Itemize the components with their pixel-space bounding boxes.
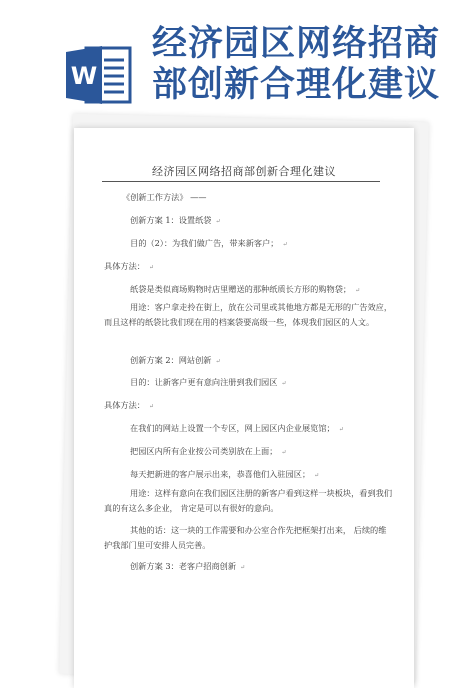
banner-title-line1: 经济园区网络招商 xyxy=(152,24,441,64)
banner xyxy=(0,0,474,118)
text-paragraph: 用途：客户拿走拎在街上，放在公司里或其他地方都是无形的广告效应，而且这样的纸袋比我们现在用的档案袋要高级一些，体现我们园区的人文。 xyxy=(104,302,393,327)
text-line: 在我们的网站上设置一个专区，网上园区内企业展览馆； ↵ xyxy=(130,423,344,433)
title-underline xyxy=(102,181,380,182)
text-line: 具体方法： ↵ xyxy=(104,400,154,410)
text-line: 目的：让新客户更有意向注册到我们园区 ↵ xyxy=(130,377,287,387)
word-letter: W xyxy=(70,62,98,90)
banner-title-line2: 部创新合理化建议 xyxy=(152,65,441,105)
word-document-icon xyxy=(62,38,134,110)
text-paragraph: 其他的话：这一块的工作需要和办公室合作先把框架打出来， 后续的维护我部门里可安排人员完善。 xyxy=(104,525,387,550)
document-page xyxy=(74,128,414,688)
text-line: 把园区内所有企业按公司类别放在上面； ↵ xyxy=(130,446,287,456)
document-title: 经济园区网络招商部创新合理化建议 xyxy=(152,165,336,178)
text-line: 创新方案 1：设置纸袋 ↵ xyxy=(130,215,221,225)
text-line: 纸袋是类似商场购物时店里赠送的那种纸质长方形的购物袋； ↵ xyxy=(130,284,361,294)
text-line: 每天把新进的客户展示出来，恭喜他们入驻园区； ↵ xyxy=(130,469,320,479)
text-line: 创新方案 2：网站创新 ↵ xyxy=(130,355,221,365)
text-line: 目的（2）：为我们做广告，带来新客户； ↵ xyxy=(130,238,288,248)
banner-title xyxy=(152,24,462,106)
text-paragraph: 用途：这样有意向在我们园区注册的新客户看到这样一块板块，看到我们真的有这么多企业， 肯定是可以有很好的意向。 xyxy=(104,488,393,513)
text-line: 创新方案 3：老客户招商创新 ↵ xyxy=(130,561,246,571)
text-line: 具体方法： ↵ xyxy=(104,261,154,271)
text-line: 《创新工作方法》 —— xyxy=(122,192,207,202)
